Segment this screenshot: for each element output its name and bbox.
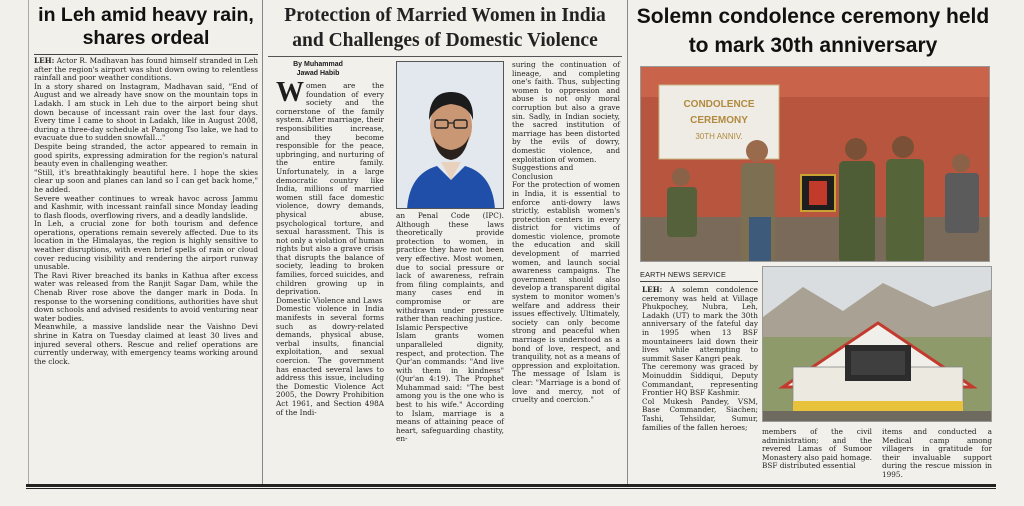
ceremony-scene-icon [641, 67, 990, 262]
text-column [882, 428, 992, 480]
paragraph: The Ravi River breached its banks in Kathua after excess water was released from the Ranjit Sagar Dam, while the Chenab River rose above the danger mark in Doda. In response to the worsening conditions, authorities have shut down schools and advised residents to avoid venturing near water bodies. [34, 270, 258, 323]
paragraph: In Leh, a crucial zone for both tourism and defence operations, operations remain severely affected. Due to its location in the Himalayas, the region is highly sensitive to weather disruptions, with even brief spells of rain or cloud cover reducing visibility and rendering the airport runway unusable. [34, 219, 258, 272]
paragraph: Severe weather continues to wreak havoc across Jammu and Kashmir, with incessant rainfall since Monday leading to flash floods, overflowing rivers, and a deadly landslide. [34, 193, 258, 220]
memorial-photo [762, 266, 992, 422]
paragraph: omen are the foundation of every society and the cornerstone of the family system. After marriage, their responsibilities increase, and they become responsible for the peace, upbringing, and nurturing of the entire family. Unfortunately, in a large democratic country like India, millions of married women still face domestic violence, dowry demands, physical abuse, psychological torture, and sexual harassment. This is not only a violation of human rights but also a grave crisis that disrupts the balance of society, leading to broken families, forced suicides, and children growing up in deprivation. [276, 81, 384, 297]
byline-prefix: By Muhammad [293, 61, 343, 68]
subheading: Islamic Perspective [396, 322, 468, 332]
left-body [34, 57, 258, 366]
paragraph: suring the continuation of lineage, and completing one's faith. Thus, subjecting women to oppression and abuse is not only moral corruption but also a grave sin. Sadly, in Indian society, the sacred institution of marriage has been distorted by the evils of dowry, domestic violence, and exploitation of women. [512, 60, 620, 164]
byline-name: Jawad Habib [296, 69, 340, 77]
right-article [632, 0, 994, 482]
text-column [512, 61, 620, 405]
ceremony-photo [640, 66, 990, 262]
text-column [276, 77, 384, 417]
subheading-line: Conclusion [512, 171, 553, 181]
svg-text:CONDOLENCE: CONDOLENCE [683, 99, 755, 110]
paragraph: A solemn condolence ceremony was held at Village Phukpochey, Nubra, Leh, Ladakh (UT) to mark the 30th anniversary of the fateful day in 1995 when 13 BSF mountaineers laid down their lives while attempting to summit Saser Kangri peak. [642, 285, 758, 363]
svg-text:30TH ANNIV.: 30TH ANNIV. [695, 132, 743, 141]
paragraph: Actor R. Madhavan has found himself stranded in Leh after the region's airport was shut down owing to relentless rainfall and poor weather conditions. [34, 56, 258, 83]
middle-article [268, 0, 622, 482]
paragraph: Islam grants women unparalleled dignity, respect, and protection. The Qur'an commands: "And live with them in kindness" (Qur'an 4:19). The Prophet Muhammad said: "The best among you is the one who is best to his wife." According to Islam, marriage is a means of attaining peace of heart, safeguarding chastity, en- [396, 331, 504, 444]
paragraph: Col Mukesh Pandey, VSM, Base Commander, Siachen; Tashi, Tehsildar, Sumur, families of the fallen heroes; [642, 396, 758, 432]
paragraph: Meanwhile, a massive landslide near the Vaishno Devi shrine in Katra on Tuesday claimed at least 30 lives and injured several others. Rescue and relief operations are currently underway, with emergency teams working around the clock. [34, 322, 258, 366]
svg-text:CEREMONY: CEREMONY [690, 115, 748, 126]
middle-headline: Protection of Married Women in India and Challenges of Domestic Violence [284, 5, 606, 51]
headline-rule [34, 54, 258, 55]
text-column [642, 286, 758, 432]
left-article [34, 0, 258, 482]
text-column [396, 212, 504, 444]
column-divider [627, 0, 628, 484]
paragraph: items and conducted a Medical camp among villagers in gratitude for their invaluable support during the rescue mission in 1995. [882, 427, 992, 479]
paragraph: Domestic violence in India manifests in several forms such as dowry-related demands, physical abuse, verbal insults, financial exploitation, and sexual coercion. The government has enacted several laws to address this issue, including the Domestic Violence Act 2005, the Dowry Prohibition Act 1961, and Section 498A of the Indi- [276, 304, 384, 417]
author-photo [396, 61, 504, 209]
agency-label: EARTH NEWS SERVICE [640, 270, 727, 279]
paragraph: The ceremony was graced by Moinuddin Siddiqui, Deputy Commandant, representing Frontier HQ BSF Kashmir. [642, 362, 758, 398]
column-divider [28, 0, 29, 484]
drop-cap: W [276, 77, 304, 108]
dateline: LEH: [642, 285, 663, 294]
right-headline: Solemn condolence ceremony held to mark 30th anniversary [636, 5, 990, 57]
dateline: LEH: [34, 56, 55, 65]
headline-rule [268, 56, 622, 57]
column-divider [262, 0, 263, 484]
paragraph: "Still, it's breathtakingly beautiful here. I hope the skies clear up soon and planes can land so I can get back home," he added. [34, 167, 258, 194]
page-bottom-rule [26, 488, 996, 489]
paragraph: For the protection of women in India, it is essential to enforce anti-dowry laws strictly, establish women's protection centers in every district for victims of domestic violence, promote the education and skill development of married women, and launch social awareness campaigns. The government should also develop a transparent digital system to monitor women's welfare and address their issues effectively. Ultimately, society can only become strong and peaceful when marriage is understood as a bond of love, respect, and tranquility, not as a means of oppression and exploitation. The message of Islam is clear: "Marriage is a bond of love and mercy, not of cruelty and coercion." [512, 180, 620, 405]
page-bottom-rule [26, 484, 996, 487]
memorial-scene-icon [763, 267, 992, 422]
left-headline: in Leh amid heavy rain, shares ordeal [38, 4, 254, 49]
agency-rule [640, 281, 758, 282]
paragraph: In a story shared on Instagram, Madhavan said, "End of August and we already have snow on the mountain tops in Ladakh. I am stuck in Leh due to the airport being shut down because of incessant rain over the last four days. Every time I came to shoot in Ladakh, like in August 2008, during a three-day schedule at Pangong Tso lake, we had to evacuate due to sudden snowfall..." [34, 81, 258, 143]
byline [278, 61, 358, 78]
subheading: Domestic Violence and Laws [276, 295, 383, 305]
text-column [762, 428, 872, 471]
subheading-line: Suggestions and [512, 163, 574, 173]
paragraph: Despite being stranded, the actor appeared to remain in good spirits, expressing admiration for the region's natural beauty even in challenging weather. [34, 141, 258, 169]
paragraph: members of the civil administration; and the revered Lamas of Sumoor Monastery also paid homage. BSF distributed essential [762, 427, 872, 471]
paragraph: an Penal Code (IPC). Although these laws theoretically provide protection to women, in practice they have not been very effective. Most women, due to social pressure or lack of awareness, refrain from filing complaints, and many cases end in compromise or are withdrawn under pressure rather than reaching justice. [396, 211, 504, 324]
subheading [512, 164, 620, 181]
author-portrait-icon [397, 62, 504, 209]
